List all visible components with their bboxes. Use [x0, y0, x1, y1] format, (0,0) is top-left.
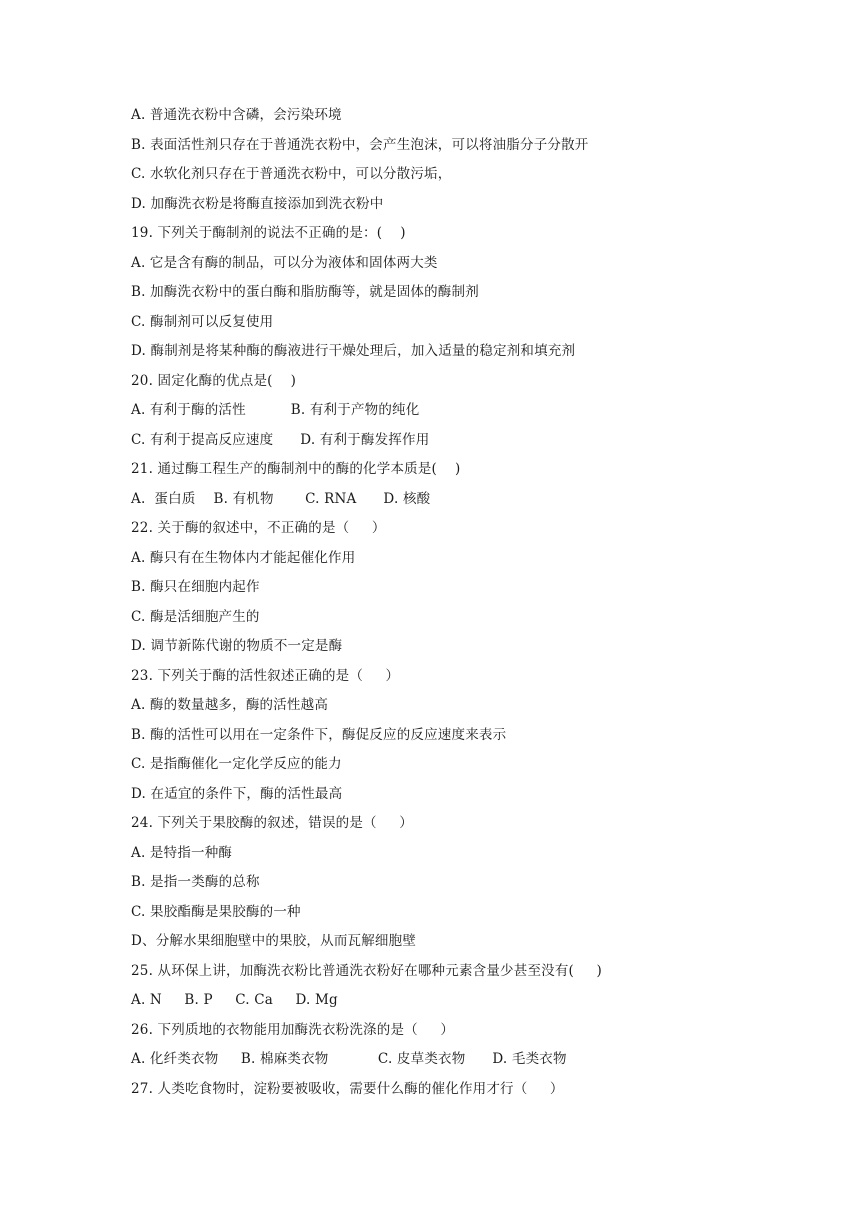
question-26: 26. 下列质地的衣物能用加酶洗衣粉洗涤的是（ ）	[131, 1021, 455, 1038]
options-21: A. 蛋白质 B. 有机物 C. RNA D. 核酸	[131, 490, 431, 507]
option-19-d: D. 酶制剂是将某种酶的酶液进行干燥处理后，加入适量的稳定剂和填充剂	[131, 343, 576, 359]
option-19-c: C. 酶制剂可以反复使用	[131, 313, 274, 330]
question-27: 27. 人类吃食物时，淀粉要被吸收，需要什么酶的催化作用才行（ ）	[131, 1080, 564, 1097]
document-page	[131, 104, 811, 1107]
option-18-b: B. 表面活性剂只存在于普通洗衣粉中，会产生泡沫，可以将油脂分子分散开	[131, 136, 589, 153]
option-23-c: C. 是指酶催化一定化学反应的能力	[131, 756, 342, 772]
question-23: 23. 下列关于酶的活性叙述正确的是（ ）	[131, 667, 400, 684]
option-24-d: D、分解水果细胞壁中的果胶，从而瓦解细胞壁	[131, 933, 417, 949]
option-18-a: A. 普通洗衣粉中含磷，会污染环境	[131, 107, 342, 123]
option-19-a: A. 它是含有酶的制品，可以分为液体和固体两大类	[131, 254, 438, 271]
question-24: 24. 下列关于果胶酶的叙述，错误的是（ ）	[131, 815, 413, 831]
question-19: 19. 下列关于酶制剂的说法不正确的是：( )	[131, 225, 406, 241]
option-24-b: B. 是指一类酶的总称	[131, 874, 260, 890]
option-23-b: B. 酶的活性可以用在一定条件下，酶促反应的反应速度来表示	[131, 726, 507, 743]
options-20-cd: C. 有利于提高反应速度 D. 有利于酶发挥作用	[131, 431, 430, 448]
option-23-a: A. 酶的数量越多，酶的活性越高	[131, 697, 329, 713]
question-20: 20. 固定化酶的优点是( )	[131, 372, 297, 389]
option-22-d: D. 调节新陈代谢的物质不一定是酶	[131, 638, 343, 654]
options-25: A. N B. P C. Ca D. Mg	[131, 992, 338, 1008]
option-24-c: C. 果胶酯酶是果胶酶的一种	[131, 903, 301, 920]
option-22-b: B. 酶只在细胞内起作	[131, 579, 260, 595]
question-25: 25. 从环保上讲，加酶洗衣粉比普通洗衣粉好在哪种元素含量少甚至没有( )	[131, 962, 602, 979]
option-18-d: D. 加酶洗衣粉是将酶直接添加到洗衣粉中	[131, 195, 384, 212]
option-24-a: A. 是特指一种酶	[131, 844, 233, 861]
option-23-d: D. 在适宜的条件下，酶的活性最高	[131, 785, 343, 802]
option-19-b: B. 加酶洗衣粉中的蛋白酶和脂肪酶等，就是固体的酶制剂	[131, 284, 479, 300]
option-22-c: C. 酶是活细胞产生的	[131, 608, 260, 625]
options-20-ab: A. 有利于酶的活性 B. 有利于产物的纯化	[131, 402, 420, 418]
option-18-c: C. 水软化剂只存在于普通洗衣粉中，可以分散污垢，	[131, 166, 452, 182]
option-22-a: A. 酶只有在生物体内才能起催化作用	[131, 549, 356, 566]
options-26: A. 化纤类衣物 B. 棉麻类衣物 C. 皮草类衣物 D. 毛类衣物	[131, 1051, 567, 1067]
question-22: 22. 关于酶的叙述中，不正确的是（ ）	[131, 520, 386, 536]
question-21: 21. 通过酶工程生产的酶制剂中的酶的化学本质是( )	[131, 461, 461, 477]
